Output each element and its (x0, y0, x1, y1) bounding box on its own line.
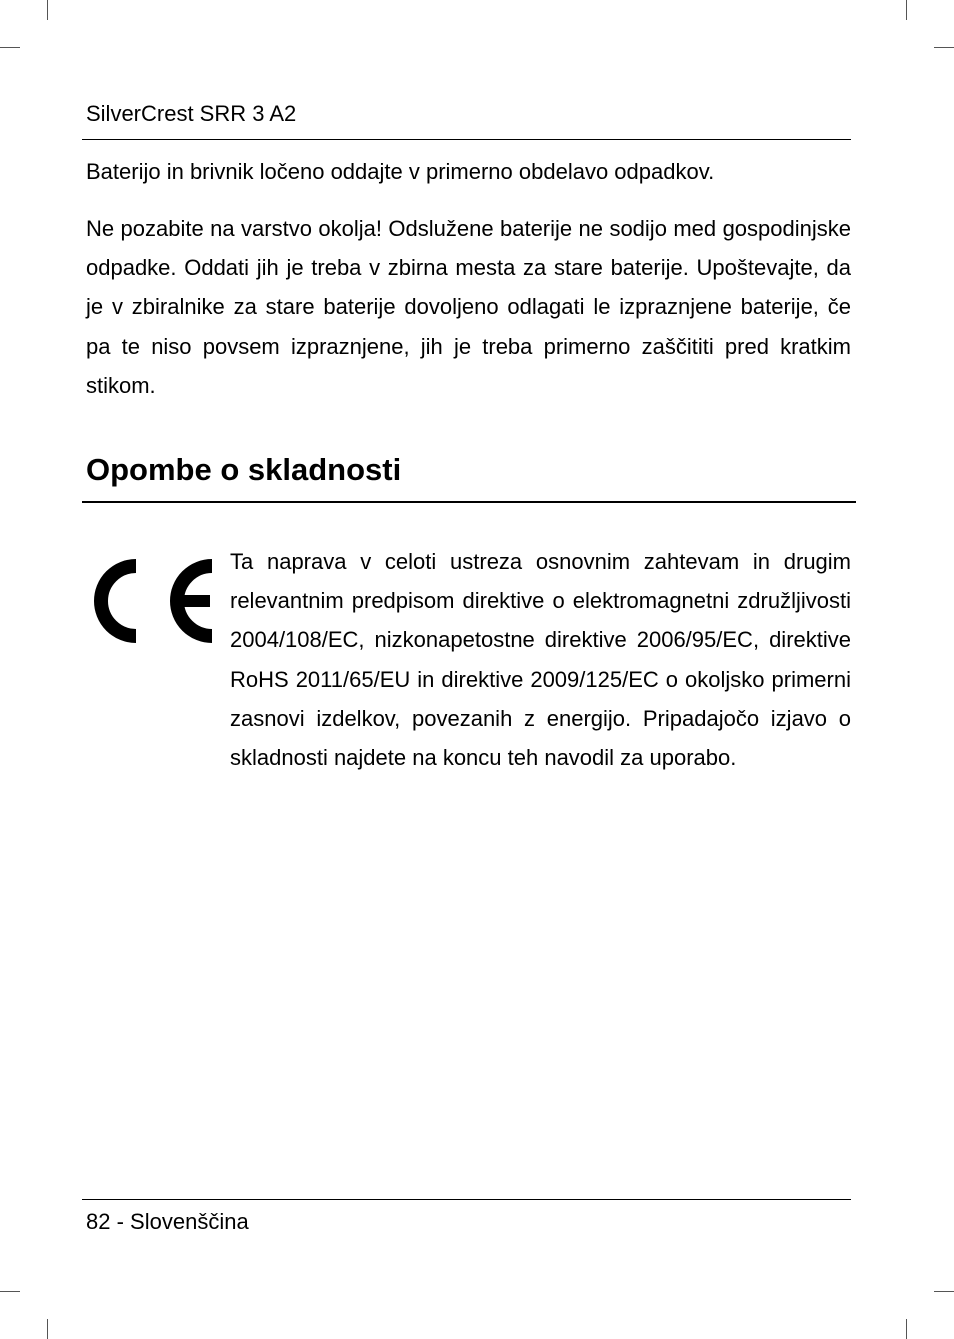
ce-mark-icon (88, 556, 216, 646)
running-header: SilverCrest SRR 3 A2 (86, 101, 297, 126)
crop-mark-bottom-left (47, 1319, 48, 1339)
footer-rule (82, 1199, 851, 1200)
page-number: 82 (86, 1209, 111, 1234)
section-heading: Opombe o skladnosti (86, 452, 402, 487)
crop-mark-right-top (934, 47, 954, 48)
environment-paragraph: Ne pozabite na varstvo okolja! Odslužene baterije ne sodijo med gospodinjske odpadke. Oddati jih je treba v zbirna mesta za stare baterije. Upoštevajte, da je v zbiralnike za stare baterije dovoljeno odlagati le izpraznjene baterije, če pa te niso povsem izpraznjene, jih je treba primerno zaščititi pred kratkim stikom. (86, 216, 851, 398)
conformity-paragraph: Ta naprava v celoti ustreza osnovnim zahtevam in drugim relevantnim predpisom direktive o elektromagnetni združljivosti 2004/108/EC, nizkonapetostne direktive 2006/95/EC, direktive RoHS 2011/65/EU in direktive 2009/125/EC o okoljsko primerni zasnovi izdelkov, povezanih z energijo. Pripadajočo izjavo o skladnosti najdete na koncu teh navodil za uporabo. (230, 549, 851, 771)
crop-mark-left-bottom (0, 1291, 20, 1292)
crop-mark-right-bottom (934, 1291, 954, 1292)
heading-rule (82, 501, 856, 503)
crop-mark-top-left (47, 0, 48, 20)
page-footer (86, 1206, 249, 1238)
header-rule (82, 139, 851, 140)
crop-mark-bottom-right (906, 1319, 907, 1339)
crop-mark-left-top (0, 47, 20, 48)
crop-mark-top-right (906, 0, 907, 20)
footer-language: - Slovenščina (116, 1209, 249, 1234)
disposal-paragraph: Baterijo in brivnik ločeno oddajte v primerno obdelavo odpadkov. (86, 159, 715, 184)
